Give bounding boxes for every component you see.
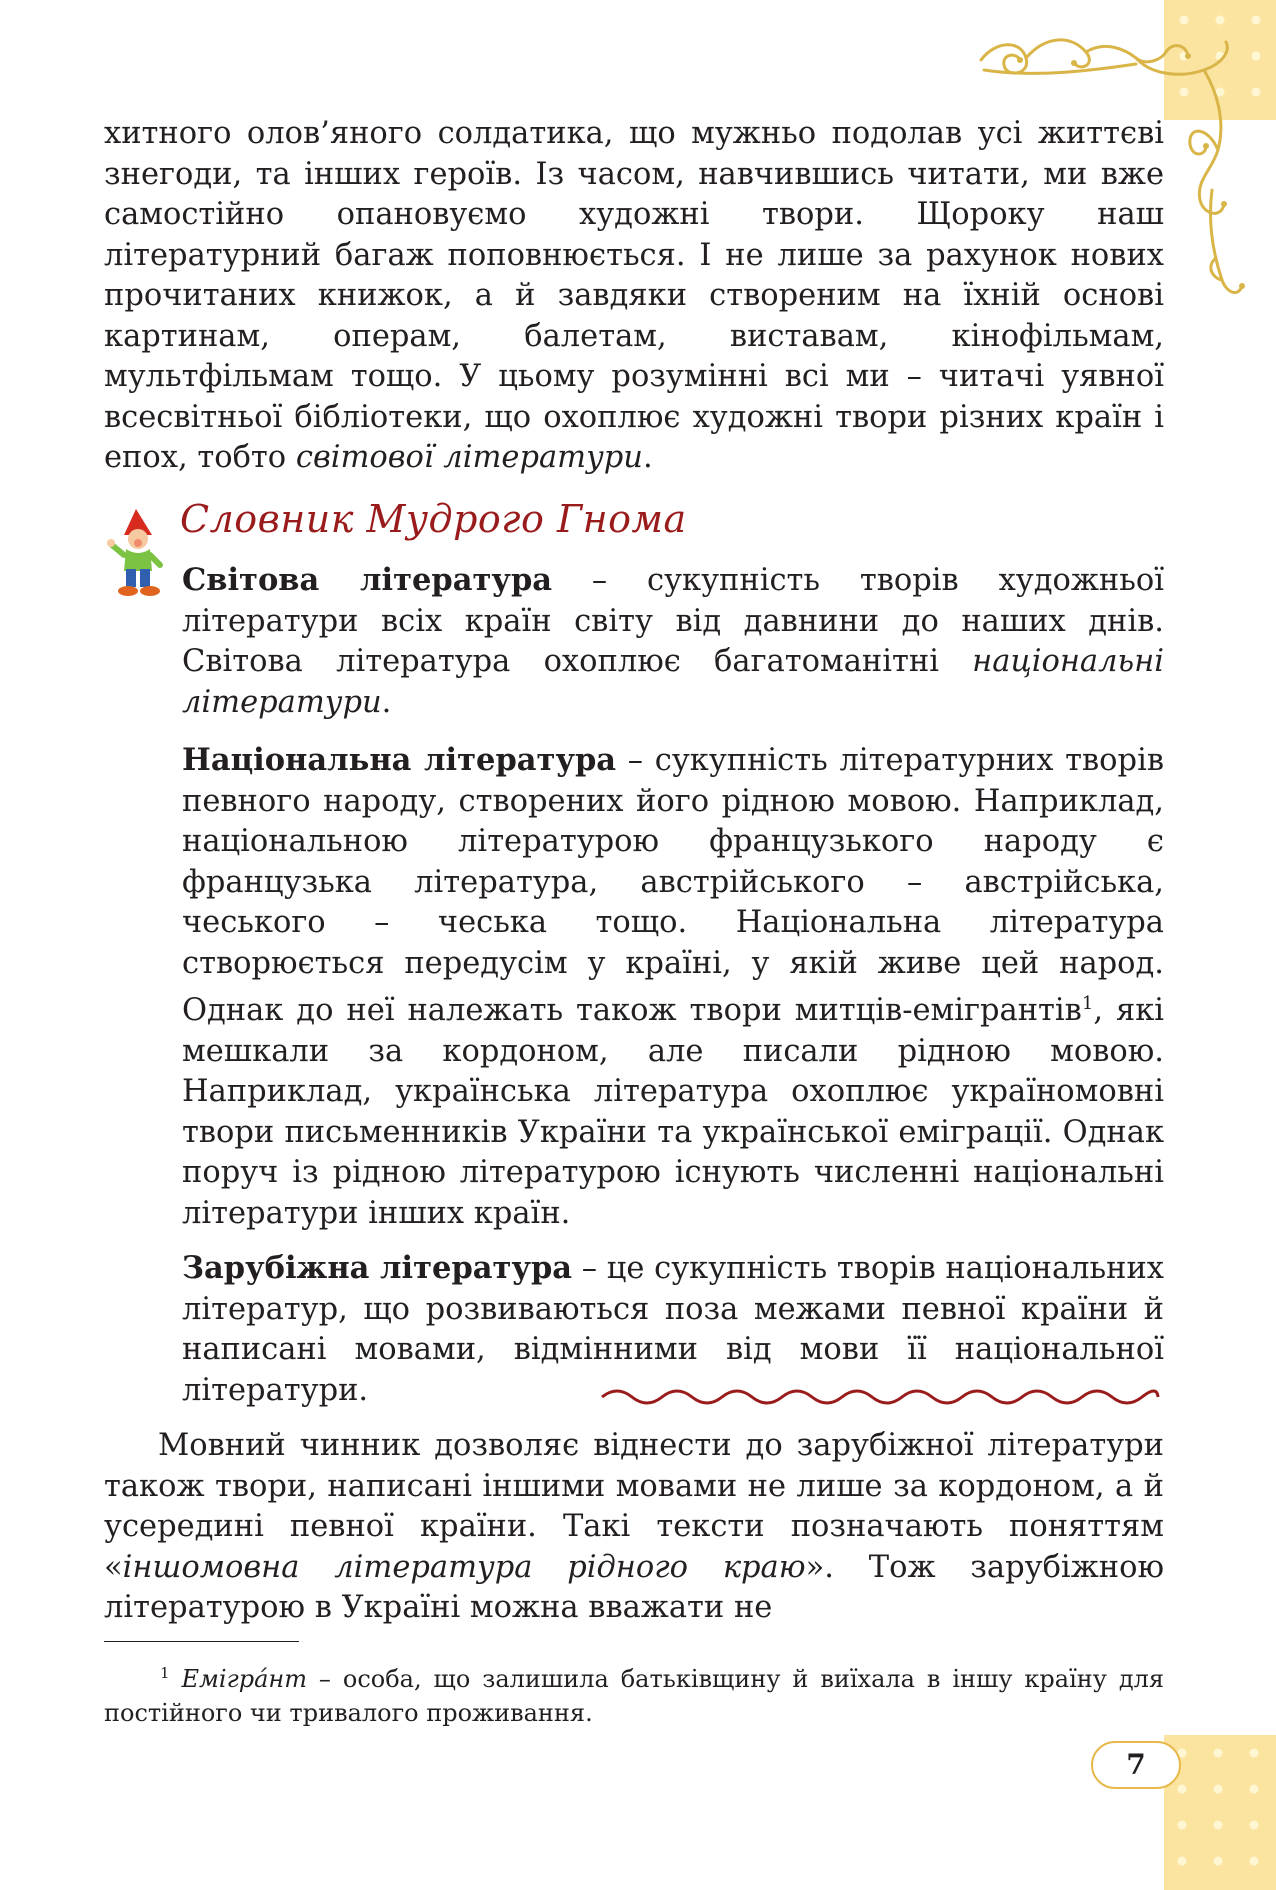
page-edge-decoration bbox=[1164, 1735, 1276, 1890]
term-world-literature: Світова література bbox=[182, 562, 553, 598]
glossary-entry-foreign-literature: Зарубіжна література – це сукупність творів національних літератур, що розвиваються поза межами певної країни й написані мовами, відмінними від мови її національної літератури. bbox=[182, 1250, 1164, 1408]
footnote-text: – особа, що залишила батьківщину й виїхала в іншу країну для постійного чи тривалого проживання. bbox=[104, 1665, 1164, 1727]
footnote-term: Емігра́нт bbox=[181, 1665, 307, 1693]
glossary-title: Словник Мудрого Гнома bbox=[180, 497, 687, 541]
closing-paragraph: Мовний чинник дозволяє віднести до зарубіжної літератури також твори, написані іншими мовами не лише за кордоном, а й усередині певної країни. Такі тексти позначають поняттям «іншомовна література рідного краю». Тож зарубіжною літературою в Україні можна вважати не bbox=[104, 1428, 1164, 1625]
footnote bbox=[104, 1656, 1164, 1730]
intro-end: . bbox=[642, 440, 653, 475]
gnome-icon bbox=[106, 505, 176, 597]
intro-paragraph bbox=[104, 114, 1164, 479]
term-foreign-literature: Зарубіжна література bbox=[182, 1250, 573, 1286]
glossary-entry-world-literature: Світова література – сукупність творів художньої літератури всіх країн світу від давнини до наших днів. Світова література охоплює багатоманітні національні літератури. bbox=[182, 562, 1164, 720]
intro-emphasis: світової літератури bbox=[295, 440, 643, 475]
term-national-literature: Національна література bbox=[182, 742, 617, 778]
footnote-mark: 1 bbox=[160, 1664, 170, 1682]
page-number: 7 bbox=[1091, 1741, 1181, 1789]
footnote-divider bbox=[104, 1641, 299, 1642]
intro-text: хитного олов’яного солдатика, що мужньо подолав усі життєві знегоди, та інших героїв. Із часом, навчившись читати, ми вже самостійно опановуємо художні твори. Щороку наш літературний багаж поповнюється. І не лише за рахунок нових прочитаних книжок, а й завдяки створеним на їхній основі картинам, операм, балетам, виставам, кінофільмам, мультфільмам тощо. У цьому розумінні всі ми – читачі уявної всесвітньої бібліотеки, що охоплює художні твори різних країн і епох, тобто bbox=[104, 116, 1164, 475]
closing-emphasis: іншомовна література рідного краю bbox=[122, 1549, 806, 1585]
footnote-reference[interactable]: 1 bbox=[1081, 993, 1094, 1014]
wave-divider-icon bbox=[600, 1384, 1160, 1410]
glossary-entry-national-literature: Національна література – сукупність літературних творів певного народу, створених його рідною мовою. Наприклад, національною літературою французького народу є французька література, австрійського – австрійська, чеського – чеська тощо. Національна література створюється передусім у країні, у якій живе цей народ. Однак до неї належать також твори митців-емігрантів$^1$, які мешкали за кордоном, але писали рідною мовою. Наприклад, українська література охоплює україномовні твори письменників України та української еміграції. Однак поруч із рідною літературою існують численні національні літератури інших країн. bbox=[182, 742, 1165, 1231]
